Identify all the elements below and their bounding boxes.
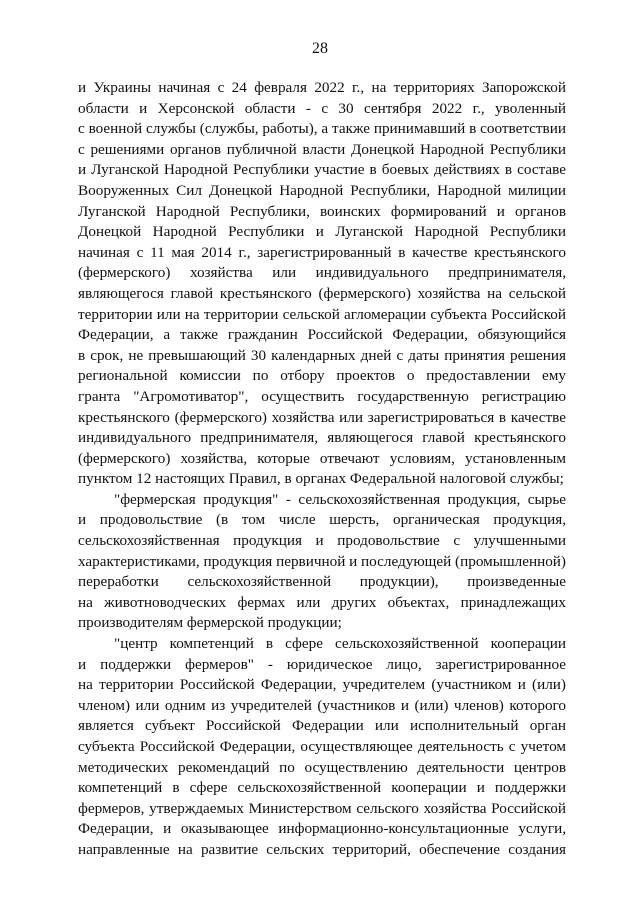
text-line: и поддержки фермеров" - юридическое лицо, зарегистрированное <box>78 655 566 673</box>
text-line: и продовольствие (в том числе шерсть, органическая продукция, <box>78 511 566 529</box>
text-line: субъекта Российской Федерации, осуществляющее деятельность с учетом <box>78 738 566 755</box>
text-line: на территории Российской Федерации, учредителем (участником и (или) <box>78 676 566 694</box>
text-line: в срок, не превышающий 30 календарных дней с даты принятия решения <box>78 346 566 364</box>
text-line: Луганской Народной Республики, воинских формирований и органов <box>78 202 566 220</box>
text-line: переработки сельскохозяйственной продукции), произведенные <box>78 573 566 591</box>
text-line: являющегося главой крестьянского (фермерского) хозяйства на сельской <box>78 284 566 302</box>
text-line: региональной комиссии по отбору проектов о предоставлении ему <box>78 367 566 385</box>
text-line: Федерации, а также гражданин Российской Федерации, обязующийся <box>78 326 566 344</box>
text-line: "фермерская продукция" - сельскохозяйственная продукция, сырье <box>114 490 566 508</box>
text-line: индивидуального предпринимателя, являющегося главой крестьянского <box>78 429 566 447</box>
text-line: (фермерского) хозяйства или индивидуального предпринимателя, <box>78 264 566 282</box>
text-line: области и Херсонской области - с 30 сентября 2022 г., уволенный <box>78 99 566 117</box>
text-line: "центр компетенций в сфере сельскохозяйственной кооперации <box>114 635 566 653</box>
text-line: фермеров, утверждаемых Министерством сельского хозяйства Российской <box>78 799 566 817</box>
text-line: на животноводческих фермах или других объектах, принадлежащих <box>78 593 566 611</box>
text-line: гранта "Агромотиватор", осуществить государственную регистрацию <box>78 387 566 405</box>
text-line: сельскохозяйственная продукция и продовольствие с улучшенными <box>78 532 566 550</box>
text-line: начиная с 11 мая 2014 г., зарегистрированный в качестве крестьянского <box>78 243 566 261</box>
text-line: (фермерского) хозяйства, которые отвечают условиям, установленным <box>78 449 566 467</box>
page-number: 28 <box>312 40 328 57</box>
text-line: крестьянского (фермерского) хозяйства или зарегистрироваться в качестве <box>78 408 566 426</box>
text-line: компетенций в сфере сельскохозяйственной кооперации и поддержки <box>78 779 566 797</box>
text-line: с решениями органов публичной власти Донецкой Народной Республики <box>78 140 566 158</box>
text-line: Федерации, и оказывающее информационно-консультационные услуги, <box>78 820 566 838</box>
text-line: характеристиками, продукция первичной и последующей (промышленной) <box>78 552 566 570</box>
text-line: направленные на развитие сельских территорий, обеспечение создания <box>78 840 566 858</box>
text-line: и Луганской Народной Республики участие в боевых действиях в составе <box>78 161 566 179</box>
text-line: Вооруженных Сил Донецкой Народной Республики, Народной милиции <box>78 181 566 199</box>
text-line: и Украины начиная с 24 февраля 2022 г., на территориях Запорожской <box>78 79 566 96</box>
text-line: с военной службы (службы, работы), а также принимавший в соответствии <box>78 120 566 138</box>
text-line: методических рекомендаций по осуществлению деятельности центров <box>78 758 566 776</box>
document-body <box>78 78 566 861</box>
text-line: Донецкой Народной Республики и Луганской Народной Республики <box>78 223 566 241</box>
text-line: производителям фермерской продукции; <box>78 614 342 632</box>
text-line: членом) или одним из учредителей (участников и (или) членов) которого <box>78 696 566 714</box>
text-line: является субъект Российской Федерации или исполнительный орган <box>78 717 566 735</box>
text-line: пунктом 12 настоящих Правил, в органах Федеральной налоговой службы; <box>78 470 564 488</box>
text-line: территории или на территории сельской агломерации субъекта Российской <box>78 305 566 323</box>
